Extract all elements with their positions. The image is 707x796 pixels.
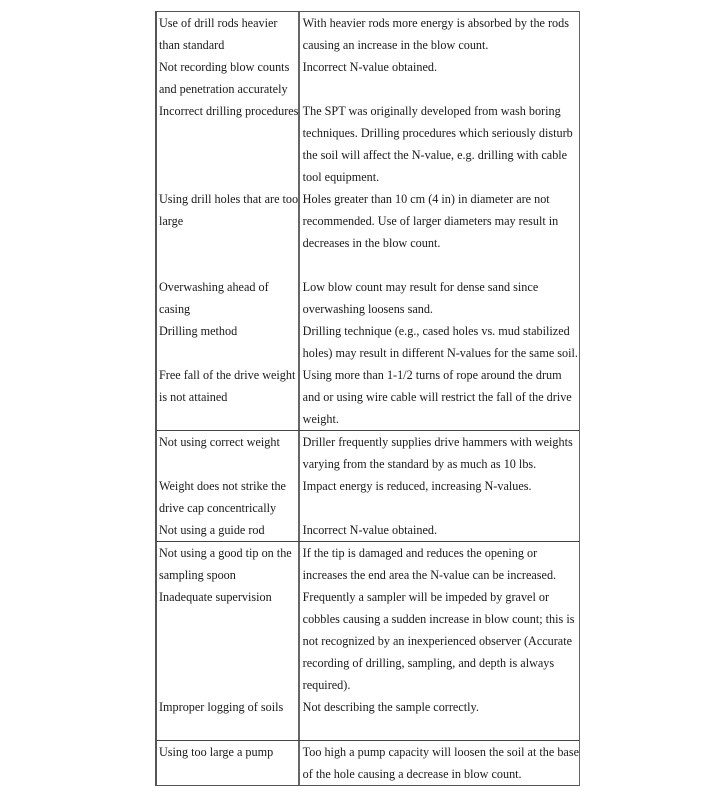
effect-text: causing an increase in the blow count. — [302, 38, 489, 52]
cause-text: Free fall of the drive weight — [159, 368, 296, 382]
effect-text: decreases in the blow count. — [302, 236, 441, 250]
effect-text: weight. — [302, 412, 339, 426]
table-row — [157, 431, 579, 475]
effect-cell — [300, 100, 579, 188]
table-group — [157, 12, 579, 430]
effect-text: Impact energy is reduced, increasing N-values. — [302, 479, 532, 493]
cause-text: casing — [159, 302, 191, 316]
effect-cell — [300, 188, 579, 276]
effect-cell — [300, 519, 579, 541]
cause-text: Overwashing ahead of — [159, 280, 269, 294]
effect-cell — [300, 586, 579, 696]
effect-cell — [300, 320, 579, 364]
effect-text: Using more than 1-1/2 turns of rope around the drum — [302, 368, 562, 382]
effect-text: holes) may result in different N-values for the same soil. — [302, 346, 578, 360]
table-row — [157, 12, 579, 56]
cause-cell — [157, 188, 300, 276]
cause-text: Drilling method — [159, 324, 238, 338]
cause-cell — [157, 320, 300, 364]
effect-text: Frequently a sampler will be impeded by gravel or — [302, 590, 550, 604]
table-row — [157, 586, 579, 696]
table-row — [157, 475, 579, 519]
effect-cell — [300, 12, 579, 56]
effect-cell — [300, 542, 579, 586]
effect-cell — [300, 475, 579, 519]
cause-cell — [157, 696, 300, 740]
table-row — [157, 276, 579, 320]
table-group — [157, 541, 579, 740]
cause-text: Not using a guide rod — [159, 523, 265, 537]
cause-text: than standard — [159, 38, 225, 52]
effect-text: and or using wire cable will restrict the fall of the drive — [302, 390, 572, 404]
cause-cell — [157, 364, 300, 430]
effect-cell — [300, 431, 579, 475]
cause-text: Not using a good tip on the — [159, 546, 292, 560]
cause-cell — [157, 741, 300, 785]
cause-text: sampling spoon — [159, 568, 236, 582]
cause-text: Inadequate supervision — [159, 590, 272, 604]
effect-text: the soil will affect the N-value, e.g. drilling with cable — [302, 148, 568, 162]
effect-text: Holes greater than 10 cm (4 in) in diameter are not — [302, 192, 550, 206]
cause-cell — [157, 519, 300, 541]
effect-text: Too high a pump capacity will loosen the soil at the base — [302, 745, 579, 759]
cause-cell — [157, 475, 300, 519]
effect-cell — [300, 364, 579, 430]
cause-text: Incorrect drilling procedures — [159, 104, 299, 118]
effect-cell — [300, 696, 579, 740]
effect-text: With heavier rods more energy is absorbed by the rods — [302, 16, 569, 30]
cause-cell — [157, 100, 300, 188]
table-row — [157, 364, 579, 430]
cause-text: Using too large a pump — [159, 745, 274, 759]
table-row — [157, 188, 579, 276]
effect-text: required). — [302, 678, 351, 692]
cause-text: Weight does not strike the — [159, 479, 286, 493]
effect-text: Not describing the sample correctly. — [302, 700, 479, 714]
effect-cell — [300, 276, 579, 320]
effect-text: Incorrect N-value obtained. — [302, 60, 437, 74]
effect-text: increases the end area the N-value can be increased. — [302, 568, 557, 582]
table-row — [157, 100, 579, 188]
effect-text: of the hole causing a decrease in blow count. — [302, 767, 522, 781]
effect-text: varying from the standard by as much as 10 lbs. — [302, 457, 537, 471]
cause-text: large — [159, 214, 184, 228]
effect-cell — [300, 741, 579, 785]
table-row — [157, 542, 579, 586]
effect-text: Low blow count may result for dense sand since — [302, 280, 539, 294]
table-row — [157, 519, 579, 541]
cause-text: is not attained — [159, 390, 228, 404]
cause-cell — [157, 431, 300, 475]
cause-text: Not recording blow counts — [159, 60, 290, 74]
table-row — [157, 56, 579, 100]
effect-text: recording of drilling, sampling, and depth is always — [302, 656, 555, 670]
table-group — [157, 430, 579, 541]
effect-text: overwashing loosens sand. — [302, 302, 433, 316]
effect-text: Drilling technique (e.g., cased holes vs. mud stabilized — [302, 324, 570, 338]
effect-text: tool equipment. — [302, 170, 380, 184]
effect-cell — [300, 56, 579, 100]
cause-cell — [157, 12, 300, 56]
table-row — [157, 320, 579, 364]
effect-text: The SPT was originally developed from wash boring — [302, 104, 561, 118]
cause-cell — [157, 586, 300, 696]
spt-errors-table — [155, 11, 580, 786]
table-group — [157, 740, 579, 785]
table-row — [157, 741, 579, 785]
effect-text: Incorrect N-value obtained. — [302, 523, 437, 537]
cause-text: Use of drill rods heavier — [159, 16, 278, 30]
effect-text: If the tip is damaged and reduces the opening or — [302, 546, 538, 560]
cause-text: drive cap concentrically — [159, 501, 277, 515]
effect-text: techniques. Drilling procedures which seriously disturb — [302, 126, 573, 140]
effect-text: Driller frequently supplies drive hammers with weights — [302, 435, 573, 449]
cause-cell — [157, 56, 300, 100]
cause-text: and penetration accurately — [159, 82, 288, 96]
effect-text: cobbles causing a sudden increase in blow count; this is — [302, 612, 575, 626]
table-row — [157, 696, 579, 740]
cause-text: Not using correct weight — [159, 435, 280, 449]
cause-cell — [157, 276, 300, 320]
cause-text: Using drill holes that are too — [159, 192, 299, 206]
cause-cell — [157, 542, 300, 586]
effect-text: recommended. Use of larger diameters may result in — [302, 214, 559, 228]
cause-text: Improper logging of soils — [159, 700, 284, 714]
effect-text: not recognized by an inexperienced observer (Accurate — [302, 634, 573, 648]
